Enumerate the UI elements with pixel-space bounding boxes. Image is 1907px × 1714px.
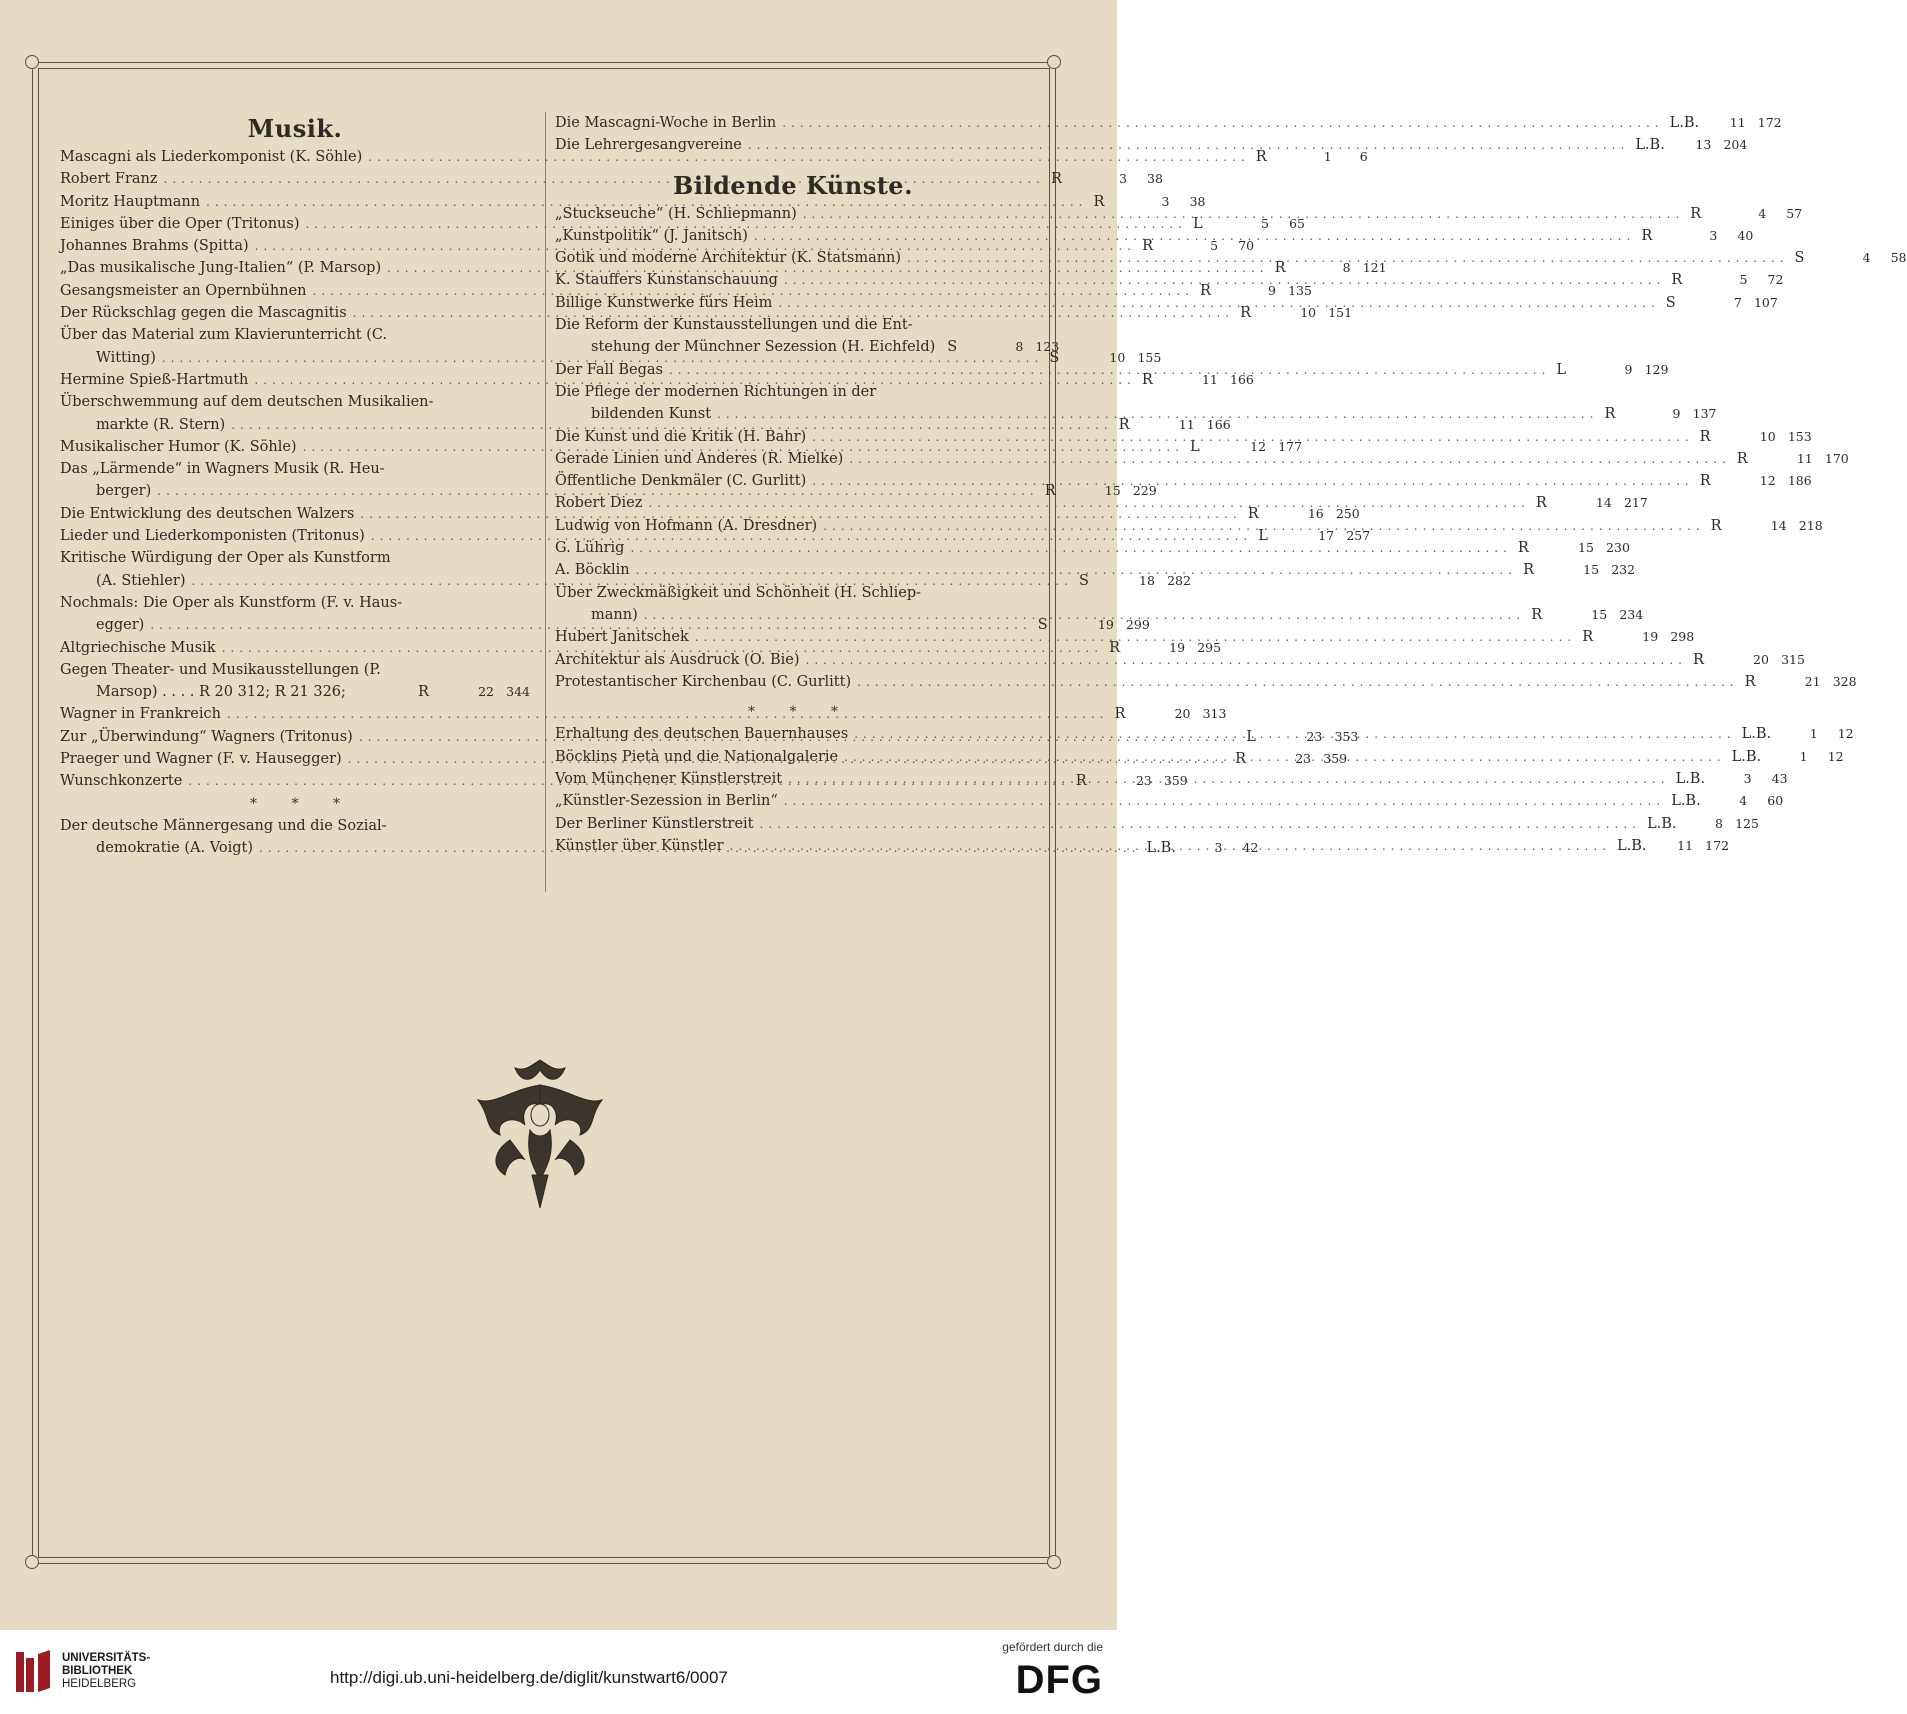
index-entry [555, 134, 1748, 156]
issue-number: 13 [1695, 137, 1712, 153]
page-number: 43 [1771, 771, 1788, 787]
page-number: 359 [1323, 751, 1348, 767]
leader-dots [812, 470, 1693, 492]
entry-title: Über das Material zum Klavierunterricht (C. [60, 327, 388, 344]
page-number: 58 [1890, 250, 1907, 266]
leader-dots [857, 671, 1738, 693]
issue-number: 18 [1139, 572, 1155, 588]
entry-title: Gegen Theater- und Musikausstellungen (P. [60, 661, 381, 678]
page-number: 177 [1278, 438, 1303, 454]
issue-number: 9 [1672, 406, 1681, 422]
journal-key: R [1531, 606, 1543, 623]
entry-title: Überschwemmung auf dem deutschen Musikalien- [60, 394, 434, 411]
journal-key: L.B. [1675, 771, 1706, 788]
entry-title: Nochmals: Die Oper als Kunstform (F. v. Haus- [60, 594, 403, 611]
journal-key: R [1235, 751, 1247, 768]
leader-dots [730, 835, 1611, 857]
issue-number: 3 [1743, 771, 1752, 787]
entry-title: „Kunstpolitik“ (J. Janitsch) [555, 227, 748, 244]
entry-title: Musikalischer Humor (K. Söhle) [60, 438, 297, 455]
issue-number: 19 [1642, 629, 1659, 645]
floral-vignette-ornament [470, 1060, 610, 1210]
issue-number: 3 [1709, 227, 1718, 243]
journal-key: S [1049, 349, 1060, 366]
issue-number: 15 [1591, 606, 1608, 622]
page-number: 170 [1824, 450, 1849, 466]
corner-ornament-top-right [1047, 55, 1061, 69]
leader-dots [644, 604, 1525, 626]
journal-key: R [1255, 149, 1267, 165]
journal-key: R [1118, 416, 1130, 433]
index-entry [60, 324, 530, 346]
journal-key: R [1093, 193, 1105, 210]
journal-key: R [1523, 562, 1534, 579]
index-entry [60, 146, 1368, 168]
entry-title: G. Lührig [555, 540, 625, 557]
journal-key: R [1142, 238, 1154, 255]
journal-key: R [1690, 205, 1702, 222]
entry-title: Robert Diez [555, 495, 643, 512]
index-entry [60, 815, 530, 837]
leader-dots [854, 723, 1735, 745]
entry-title: Hermine Spieß-Hartmuth [60, 371, 249, 388]
index-entry [60, 391, 530, 413]
entry-title: (A. Stiehler) [96, 572, 186, 589]
journal-key: L.B. [1669, 115, 1700, 131]
entry-title: Lieder und Liederkomponisten (Tritonus) [60, 528, 365, 545]
page-number: 344 [506, 684, 530, 700]
entry-title: Über Zweckmäßigkeit und Schönheit (H. Schliep- [555, 584, 922, 601]
leader-dots [812, 426, 1693, 448]
journal-key: L.B. [1671, 793, 1701, 810]
page-number: 107 [1753, 294, 1778, 310]
page-number: 40 [1737, 227, 1754, 243]
entry-title: Billige Kunstwerke fürs Heim [555, 294, 773, 311]
page-number: 204 [1723, 137, 1748, 153]
issue-number: 1 [1809, 726, 1818, 742]
entry-title: Mascagni als Liederkomponist (K. Söhle) [60, 149, 363, 165]
journal-key: L.B. [1731, 748, 1762, 765]
journal-key: R [1050, 171, 1062, 188]
journal-key: R [1274, 260, 1286, 277]
journal-key: L.B. [1146, 840, 1176, 857]
issue-number: 17 [1318, 528, 1335, 544]
entry-title: „Stuckseuche“ (H. Schliepmann) [555, 205, 797, 222]
entry-title: Das „Lärmende“ in Wagners Musik (R. Heu- [60, 461, 385, 478]
source-url-link[interactable]: http://digi.ub.uni-heidelberg.de/diglit/kunstwart6/0007 [330, 1668, 728, 1687]
entry-title: Die Kunst und die Kritik (H. Bahr) [555, 428, 807, 445]
entry-title: Der Fall Begas [555, 361, 663, 378]
journal-key: R [1075, 773, 1087, 790]
issue-number: 15 [1104, 483, 1121, 499]
journal-key: L [1556, 361, 1567, 378]
library-name: UNIVERSITÄTS- BIBLIOTHEK HEIDELBERG [62, 1652, 151, 1690]
journal-key: R [1699, 473, 1711, 490]
issue-number: 11 [1796, 450, 1813, 466]
page-number: 153 [1787, 428, 1812, 444]
issue-number: 10 [1300, 305, 1317, 321]
entry-title: markte (R. Stern) [96, 416, 226, 433]
page-number: 218 [1798, 517, 1823, 533]
issue-number: 11 [1729, 115, 1746, 130]
page-number: 299 [1125, 617, 1150, 633]
leader-dots [823, 515, 1704, 537]
page-number: 232 [1611, 562, 1636, 578]
issue-number: 23 [1135, 773, 1152, 789]
issue-number: 14 [1595, 495, 1612, 511]
entry-title: berger) [96, 483, 152, 500]
entry-title: Die Entwicklung des deutschen Walzers [60, 505, 355, 522]
index-entry [555, 448, 1849, 470]
entry-title: egger) [96, 617, 145, 634]
journal-key: R [1692, 651, 1704, 668]
entry-title: Öffentliche Denkmäler (C. Gurlitt) [555, 473, 807, 490]
journal-key: L [1190, 438, 1200, 455]
issue-number: 4 [1862, 250, 1871, 266]
issue-number: 19 [1169, 639, 1186, 655]
page-number: 172 [1705, 837, 1730, 853]
page-number: 151 [1328, 305, 1353, 321]
issue-number: 7 [1733, 294, 1742, 310]
issue-number: 15 [1578, 540, 1594, 556]
entry-title: Praeger und Wagner (F. v. Hausegger) [60, 751, 342, 768]
journal-key: R [1199, 282, 1211, 299]
journal-key: L [1246, 728, 1256, 745]
entry-title: „Das musikalische Jung-Italien“ (P. Marsop) [60, 260, 382, 277]
index-entry [555, 790, 1784, 812]
entry-title: Witting) [96, 349, 156, 366]
page-number: 123 [1035, 339, 1060, 355]
entry-title: Robert Franz [60, 171, 158, 188]
issue-number: 4 [1739, 793, 1748, 809]
entry-title: Johannes Brahms (Spitta) [60, 238, 249, 255]
entry-title: „Künstler-Sezession in Berlin“ [555, 793, 778, 810]
page-number: 121 [1362, 260, 1387, 276]
entry-title: Die Mascagni-Woche in Berlin [555, 115, 777, 131]
page-number: 135 [1288, 282, 1312, 298]
issue-number: 1 [1323, 149, 1332, 164]
corner-ornament-top-left [25, 55, 39, 69]
entry-title: Der deutsche Männergesang und die Sozial- [60, 817, 387, 834]
page-number: 12 [1827, 748, 1844, 764]
issue-number: 20 [1174, 706, 1191, 722]
leader-dots [754, 225, 1635, 247]
index-entry [555, 671, 1857, 693]
page-number: 313 [1202, 706, 1227, 722]
page-number: 353 [1334, 728, 1359, 744]
index-entry [60, 592, 530, 614]
page-number: 60 [1767, 793, 1784, 809]
music-heading: Musik. [247, 114, 343, 143]
page-number: 186 [1787, 473, 1812, 489]
dfg-logo: DFG [1015, 1658, 1103, 1702]
journal-key: R [1517, 540, 1529, 557]
leader-dots [849, 448, 1730, 470]
issue-number: 8 [1015, 339, 1024, 355]
page-number: 70 [1238, 238, 1255, 254]
entry-title: Die Reform der Kunstausstellungen und die Ent- [555, 317, 913, 334]
index-entry [555, 314, 1031, 336]
journal-key: R [418, 684, 429, 701]
entry-title: Hubert Janitschek [555, 629, 689, 646]
journal-key: S [1665, 294, 1676, 311]
index-entry [60, 681, 530, 703]
issue-number: 22 [478, 684, 494, 700]
journal-key: R [1240, 305, 1252, 322]
issue-number: 3 [1214, 840, 1223, 856]
page-number: 328 [1832, 673, 1857, 689]
journal-key: S [1794, 250, 1805, 267]
journal-key: R [1141, 371, 1153, 388]
page-number: 172 [1757, 115, 1782, 130]
issue-number: 5 [1260, 215, 1269, 231]
page-number: 72 [1767, 272, 1784, 288]
index-entry [60, 659, 530, 681]
entry-title: Vom Münchener Künstlerstreit [555, 771, 783, 788]
page-number: 217 [1623, 495, 1648, 511]
leader-dots [648, 492, 1529, 514]
issue-number: 8 [1715, 815, 1723, 831]
entry-title: Böcklins Pietà und die Nationalgalerie [555, 748, 839, 765]
music-continued-list [555, 112, 1782, 157]
entry-title: Künstler über Künstler [555, 837, 724, 854]
entry-title: demokratie (A. Voigt) [96, 840, 253, 857]
entry-title: Altgriechische Musik [60, 639, 216, 656]
journal-key: L.B. [1646, 815, 1677, 832]
issue-number: 4 [1758, 205, 1767, 221]
issue-number: 20 [1753, 651, 1769, 667]
entry-title: Architektur als Ausdruck (O. Bie) [555, 651, 800, 668]
corner-ornament-bottom-left [25, 1555, 39, 1569]
page-number: 12 [1837, 726, 1854, 742]
issue-number: 5 [1210, 238, 1219, 254]
leader-dots [748, 134, 1629, 156]
issue-number: 19 [1097, 617, 1114, 633]
leader-dots [782, 112, 1663, 134]
journal-key: R [1044, 483, 1056, 500]
journal-key: S [1078, 572, 1089, 589]
issue-number: 21 [1804, 673, 1821, 689]
leader-dots [784, 269, 1665, 291]
page-number: 137 [1692, 406, 1717, 422]
journal-key: R [1641, 227, 1653, 244]
leader-dots [784, 790, 1665, 812]
index-entry [555, 649, 1805, 671]
page-number: 295 [1197, 639, 1222, 655]
entry-title: Wagner in Frankreich [60, 706, 221, 723]
index-entry [555, 582, 1031, 604]
page-number: 38 [1147, 171, 1163, 187]
journal-key: S [1037, 617, 1048, 634]
entry-title: Einiges über die Oper (Tritonus) [60, 215, 300, 232]
index-entry [555, 537, 1630, 559]
journal-key: L.B. [1617, 837, 1647, 854]
page-number: 6 [1359, 149, 1368, 164]
page-number: 234 [1619, 606, 1644, 622]
journal-key: L.B. [1635, 137, 1665, 154]
leader-dots [669, 359, 1550, 381]
index-entry [555, 381, 1031, 403]
issue-number: 5 [1739, 272, 1748, 288]
journal-key: R [1582, 629, 1594, 646]
page-number: 230 [1606, 540, 1630, 556]
entry-title: Gotik und moderne Architektur (K. Statsmann) [555, 250, 902, 267]
issue-number: 9 [1624, 361, 1633, 377]
section-separator-stars: * * * [250, 795, 340, 812]
journal-key: R [1604, 406, 1616, 423]
entry-title: stehung der Münchner Sezession (H. Eichfeld) [591, 339, 936, 356]
entry-title: Gerade Linien und Anderes (R. Mielke) [555, 450, 844, 467]
issue-number: 14 [1770, 517, 1787, 533]
index-entry [555, 336, 1060, 358]
page-number: 315 [1781, 651, 1805, 667]
leader-dots [636, 559, 1517, 581]
entry-title: Die Pflege der modernen Richtungen in der [555, 383, 877, 400]
index-entry [60, 458, 530, 480]
index-entry [60, 703, 1227, 725]
journal-key: R [1114, 706, 1126, 723]
index-entry [60, 191, 1206, 213]
journal-key: R [1736, 450, 1748, 467]
page-number: 298 [1670, 629, 1695, 645]
journal-key: L [1192, 215, 1203, 232]
entry-title: Marsop) . . . . R 20 312; R 21 326; [96, 684, 346, 701]
leader-dots [695, 626, 1576, 648]
entry-title: Wunschkonzerte [60, 773, 183, 790]
issue-number: 23 [1295, 751, 1312, 767]
issue-number: 16 [1307, 505, 1324, 521]
issue-number: 11 [1201, 371, 1218, 387]
page-number: 65 [1289, 215, 1305, 231]
index-entry [555, 112, 1782, 134]
issue-number: 9 [1268, 282, 1276, 298]
leader-dots [630, 537, 1511, 559]
entry-title: K. Stauffers Kunstanschauung [555, 272, 778, 289]
page-number: 282 [1167, 572, 1191, 588]
entry-title: mann) [591, 606, 638, 623]
issue-number: 3 [1119, 171, 1127, 187]
leader-dots [717, 403, 1598, 425]
journal-key: R [1671, 272, 1683, 289]
page-number: 155 [1137, 349, 1162, 365]
page-number: 125 [1735, 815, 1759, 831]
issue-number: 8 [1342, 260, 1351, 276]
corner-ornament-bottom-right [1047, 1555, 1061, 1569]
entry-title: Gesangsmeister an Opernbühnen [60, 282, 307, 299]
issue-number: 12 [1759, 473, 1776, 489]
issue-number: 12 [1250, 438, 1267, 454]
journal-key: R [1109, 639, 1120, 656]
journal-key: R [1710, 517, 1722, 534]
page-number: 166 [1206, 416, 1231, 432]
section-separator-stars: * * * [748, 704, 838, 721]
issue-number: 10 [1759, 428, 1776, 444]
issue-number: 1 [1799, 748, 1808, 764]
issue-number: 11 [1677, 837, 1694, 853]
page-number: 38 [1189, 193, 1206, 209]
entry-title: Der Berliner Künstlerstreit [555, 815, 754, 832]
page-number: 57 [1786, 205, 1803, 221]
entry-title: Protestantischer Kirchenbau (C. Gurlitt) [555, 673, 852, 690]
index-entry [60, 547, 530, 569]
entry-title: Erhaltung des deutschen Bauernhauses [555, 726, 849, 743]
leader-dots [760, 813, 1641, 835]
page-number: 166 [1230, 371, 1254, 387]
page-number: 229 [1132, 483, 1157, 499]
entry-title: Ludwig von Hofmann (A. Dresdner) [555, 517, 818, 534]
issue-number: 23 [1306, 728, 1323, 744]
index-entry [555, 813, 1759, 835]
entry-title: bildenden Kunst [591, 406, 712, 423]
page-number: 257 [1346, 528, 1371, 544]
entry-title: Der Rückschlag gegen die Mascagnitis [60, 305, 347, 322]
issue-number: 15 [1583, 562, 1600, 578]
journal-key: R [1535, 495, 1547, 512]
journal-key: R [1744, 673, 1756, 690]
leader-dots [803, 203, 1684, 225]
entry-title: Die Lehrergesangvereine [555, 137, 742, 154]
journal-key: L [1258, 528, 1268, 545]
journal-key: R [1699, 428, 1711, 445]
journal-key: R [1247, 505, 1259, 522]
entry-title: Kritische Würdigung der Oper als Kunstform [60, 550, 391, 567]
journal-key: L.B. [1741, 726, 1772, 743]
footer-bar [0, 1630, 1117, 1714]
page-number: 129 [1644, 361, 1669, 377]
leader-dots [788, 768, 1669, 790]
issue-number: 3 [1161, 193, 1170, 209]
entry-title: Moritz Hauptmann [60, 193, 201, 210]
entry-title: Zur „Überwindung“ Wagners (Tritonus) [60, 728, 353, 745]
funding-label: gefördert durch die [1002, 1640, 1103, 1654]
page-number: 42 [1242, 840, 1259, 856]
page-number: 250 [1335, 505, 1360, 521]
leader-dots [907, 247, 1788, 269]
issue-number: 10 [1109, 349, 1126, 365]
leader-dots [806, 649, 1687, 671]
journal-key: S [947, 339, 958, 356]
leader-dots [778, 292, 1659, 314]
library-logo-icon [14, 1648, 54, 1696]
arts-heading: Bildende Künste. [673, 170, 913, 200]
page-number: 359 [1163, 773, 1188, 789]
leader-dots [844, 746, 1725, 768]
entry-title: A. Böcklin [555, 562, 630, 579]
issue-number: 11 [1178, 416, 1195, 432]
